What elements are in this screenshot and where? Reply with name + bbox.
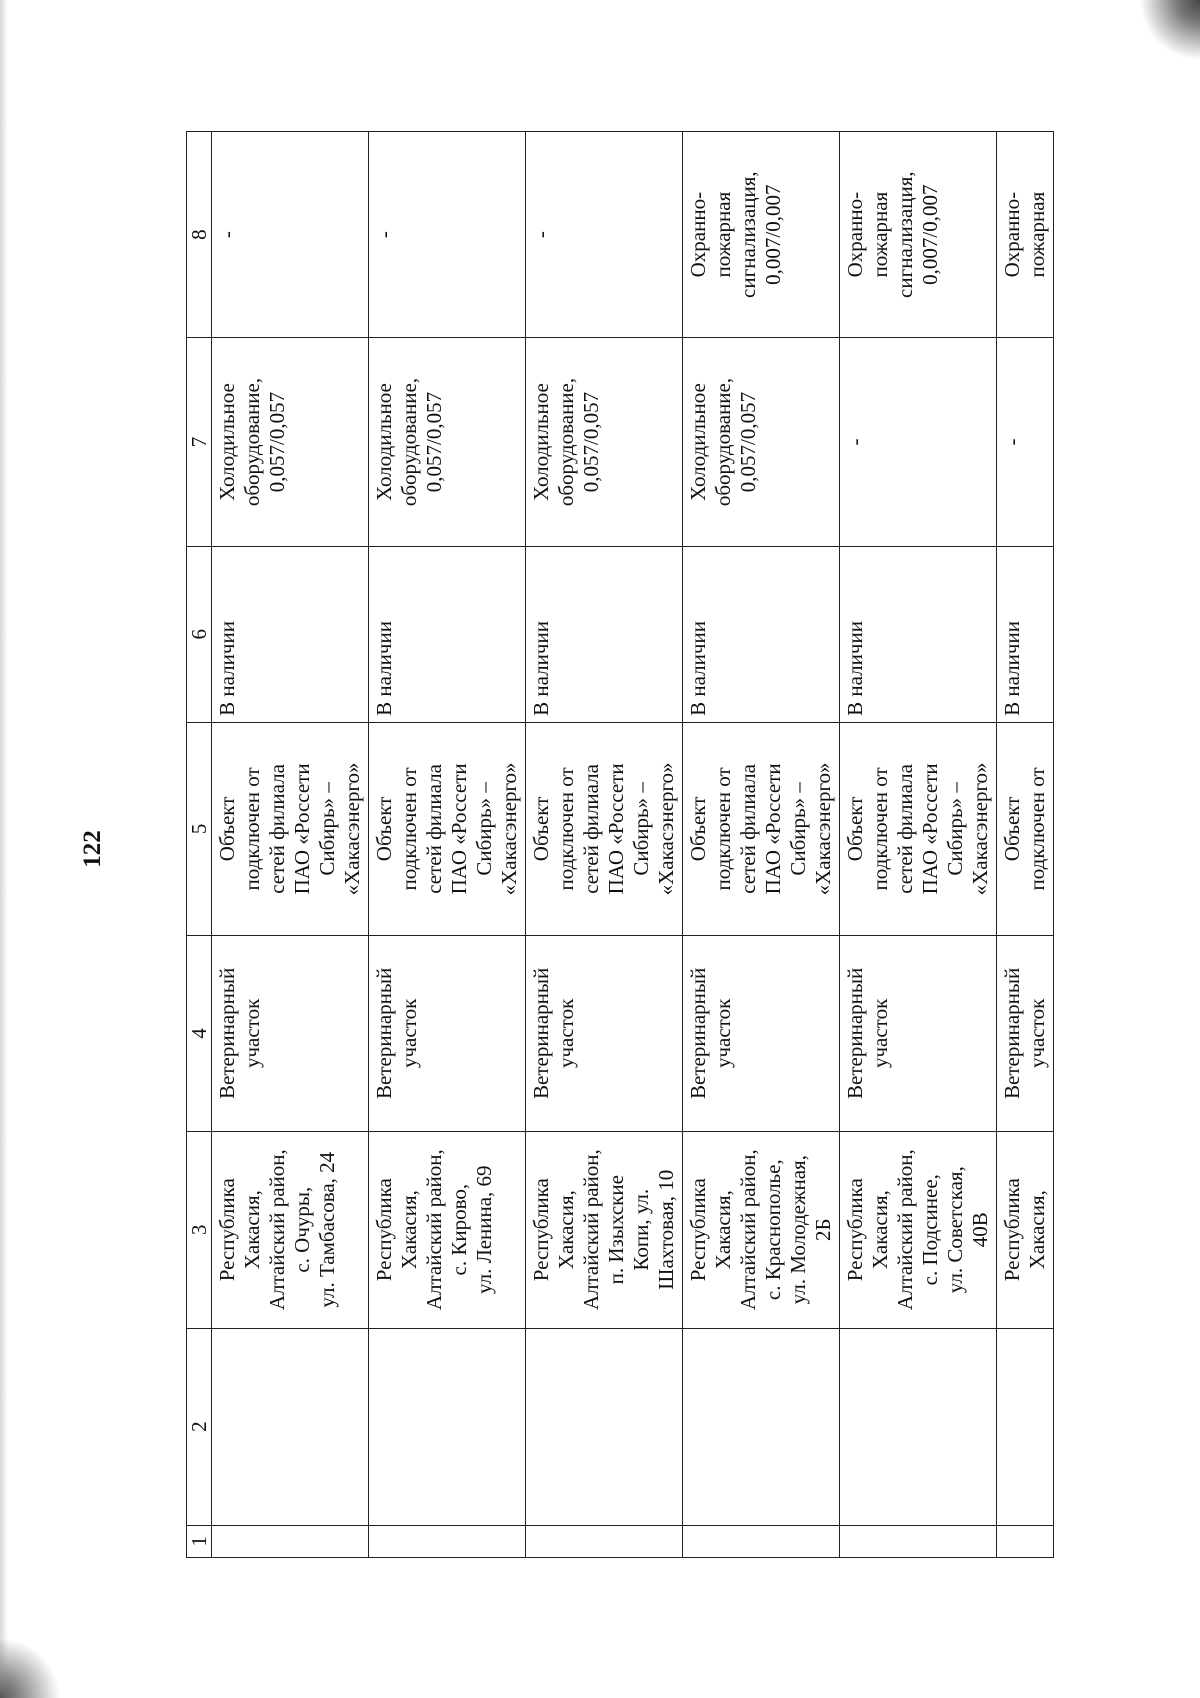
cell-address: [526, 1131, 683, 1328]
header-row: [187, 132, 212, 1558]
cell-text: Объект подключен от сетей филиала ПАО «Россети Сибирь» – «Хакасэнерго»: [372, 762, 521, 896]
cell-purpose: [212, 935, 369, 1131]
cell-text: -: [843, 438, 867, 446]
table-row: [369, 132, 526, 1558]
table-row: [212, 132, 369, 1558]
cell-alarm: [683, 132, 840, 338]
cell-number: [369, 1525, 526, 1557]
cell-purpose: [369, 935, 526, 1131]
cell-power-source: [212, 722, 369, 935]
cell-text: Охранно- пожарная сигнализация, 0,007/0,007: [843, 171, 942, 298]
cell-text: Республика Хакасия,: [1000, 1178, 1049, 1282]
cell-name: [840, 1328, 997, 1525]
cell-purpose: [526, 935, 683, 1131]
cell-text: Ветеринарный участок: [529, 967, 578, 1099]
cell-power-source: [683, 722, 840, 935]
cell-number: [683, 1525, 840, 1557]
cell-address: [369, 1131, 526, 1328]
cell-status: [997, 546, 1054, 722]
cell-name: [683, 1328, 840, 1525]
header-cell: 1: [187, 1525, 212, 1557]
cell-equipment: [212, 338, 369, 547]
cell-power-source: [369, 722, 526, 935]
cell-text: Холодильное оборудование, 0,057/0,057: [529, 377, 603, 507]
cell-text: В наличии: [843, 621, 867, 716]
cell-text: В наличии: [686, 621, 710, 716]
cell-text: -: [529, 231, 553, 239]
cell-equipment: [997, 338, 1054, 547]
header-cell: 2: [187, 1328, 212, 1525]
cell-equipment: [683, 338, 840, 547]
cell-text: Ветеринарный участок: [215, 967, 264, 1099]
cell-alarm: [526, 132, 683, 338]
cell-power-source: [997, 722, 1054, 935]
cell-text: Республика Хакасия, Алтайский район, с. Подсинее, ул. Советская, 40В: [843, 1149, 992, 1311]
cell-alarm: [997, 132, 1054, 338]
header-cell: 4: [187, 935, 212, 1131]
cell-power-source: [526, 722, 683, 935]
table-row: [840, 132, 997, 1558]
cell-text: Республика Хакасия, Алтайский район, с. Краснополье, ул. Молодежная, 2Б: [686, 1149, 835, 1311]
cell-text: Республика Хакасия, Алтайский район, с. Кирово, ул. Ленина, 69: [372, 1149, 496, 1311]
cell-power-source: [840, 722, 997, 935]
cell-text: В наличии: [372, 621, 396, 716]
cell-text: Холодильное оборудование, 0,057/0,057: [686, 377, 760, 507]
cell-equipment: [526, 338, 683, 547]
cell-name: [526, 1328, 683, 1525]
cell-text: Охранно- пожарная: [1000, 191, 1049, 278]
cell-text: -: [1000, 438, 1024, 446]
cell-text: Объект подключен от: [1000, 767, 1049, 891]
cell-text: Республика Хакасия, Алтайский район, с. Очуры, ул. Тамбасова, 24: [215, 1149, 339, 1311]
cell-name: [212, 1328, 369, 1525]
cell-text: -: [372, 231, 396, 239]
cell-status: [212, 546, 369, 722]
page-number: 122: [79, 830, 106, 868]
cell-equipment: [369, 338, 526, 547]
cell-number: [997, 1525, 1054, 1557]
cell-status: [840, 546, 997, 722]
cell-text: Ветеринарный участок: [843, 967, 892, 1099]
cell-text: В наличии: [215, 621, 239, 716]
cell-text: Республика Хакасия, Алтайский район, п. Изыхские Копи, ул. Шахтовая, 10: [529, 1149, 678, 1311]
cell-name: [369, 1328, 526, 1525]
cell-status: [683, 546, 840, 722]
cell-equipment: [840, 338, 997, 547]
cell-text: Холодильное оборудование, 0,057/0,057: [372, 377, 446, 507]
cell-alarm: [840, 132, 997, 338]
header-cell: 7: [187, 338, 212, 547]
header-cell: 3: [187, 1131, 212, 1328]
cell-address: [997, 1131, 1054, 1328]
cell-name: [997, 1328, 1054, 1525]
cell-purpose: [683, 935, 840, 1131]
table-row: [997, 132, 1054, 1558]
cell-purpose: [997, 935, 1054, 1131]
cell-text: Объект подключен от сетей филиала ПАО «Россети Сибирь» – «Хакасэнерго»: [215, 762, 364, 896]
table-row: [683, 132, 840, 1558]
cell-text: Охранно- пожарная сигнализация, 0,007/0,007: [686, 171, 785, 298]
cell-address: [840, 1131, 997, 1328]
cell-text: Ветеринарный участок: [686, 967, 735, 1099]
cell-number: [526, 1525, 683, 1557]
cell-status: [369, 546, 526, 722]
cell-status: [526, 546, 683, 722]
cell-number: [840, 1525, 997, 1557]
cell-address: [212, 1131, 369, 1328]
cell-text: В наличии: [529, 621, 553, 716]
header-cell: 6: [187, 546, 212, 722]
cell-text: -: [215, 231, 239, 239]
cell-text: В наличии: [1000, 621, 1024, 716]
cell-text: Объект подключен от сетей филиала ПАО «Россети Сибирь» – «Хакасэнерго»: [843, 762, 992, 896]
header-cell: 8: [187, 132, 212, 338]
cell-purpose: [840, 935, 997, 1131]
cell-text: Объект подключен от сетей филиала ПАО «Россети Сибирь» – «Хакасэнерго»: [529, 762, 678, 896]
cell-address: [683, 1131, 840, 1328]
cell-alarm: [212, 132, 369, 338]
cell-alarm: [369, 132, 526, 338]
cell-text: Ветеринарный участок: [1000, 967, 1049, 1099]
cell-number: [212, 1525, 369, 1557]
cell-text: Холодильное оборудование, 0,057/0,057: [215, 377, 289, 507]
cell-text: Ветеринарный участок: [372, 967, 421, 1099]
header-cell: 5: [187, 722, 212, 935]
data-table: [186, 131, 1054, 1558]
cell-text: Объект подключен от сетей филиала ПАО «Россети Сибирь» – «Хакасэнерго»: [686, 762, 835, 896]
table-row: [526, 132, 683, 1558]
